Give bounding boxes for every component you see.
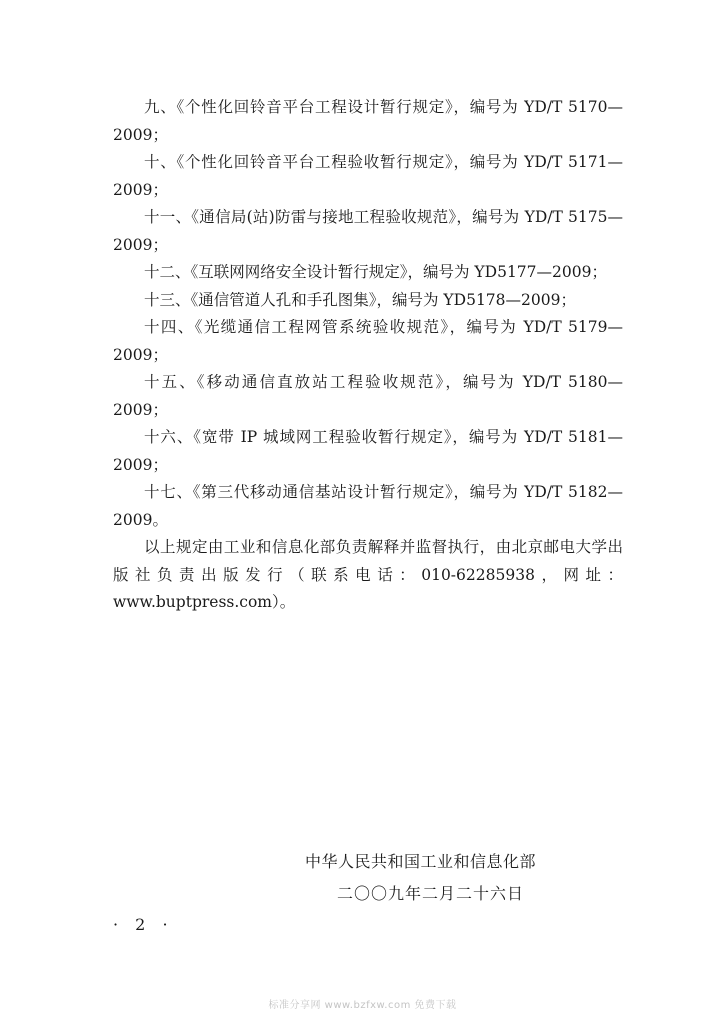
- regulation-item-14: 十四、《光缆通信工程网管系统验收规范》，编号为 YD/T 5179—2009；: [113, 318, 623, 364]
- regulation-item-9: 九、《个性化回铃音平台工程设计暂行规定》，编号为 YD/T 5170—2009；: [113, 98, 623, 144]
- closing-paragraph: 以上规定由工业和信息化部负责解释并监督执行，由北京邮电大学出版社负责出版发行（联系电话：010-62285938，网址：www.buptpress.com）。: [113, 538, 623, 611]
- regulation-item-15: 十五、《移动通信直放站工程验收规范》，编号为 YD/T 5180—2009；: [113, 373, 623, 419]
- signature-block: [305, 846, 605, 910]
- regulation-item-10: 十、《个性化回铃音平台工程验收暂行规定》，编号为 YD/T 5171—2009；: [113, 153, 623, 199]
- page-number: · 2 ·: [113, 915, 174, 934]
- issue-date: 二〇〇九年二月二十六日: [337, 884, 525, 903]
- watermark-text: 标准分享网 www.bzfxw.com 免费下载: [268, 1000, 457, 1011]
- regulation-item-16: 十六、《宽带 IP 城域网工程验收暂行规定》，编号为 YD/T 5181—2009；: [113, 428, 623, 474]
- issuing-organization: 中华人民共和国工业和信息化部: [305, 852, 537, 871]
- regulation-item-12: 十二、《互联网网络安全设计暂行规定》，编号为 YD5177—2009；: [144, 263, 607, 281]
- regulation-item-11: 十一、《通信局(站)防雷与接地工程验收规范》，编号为 YD/T 5175—2009；: [113, 208, 623, 254]
- regulation-item-13: 十三、《通信管道人孔和手孔图集》，编号为 YD5178—2009；: [144, 290, 576, 309]
- regulation-item-17: 十七、《第三代移动通信基站设计暂行规定》，编号为 YD/T 5182—2009。: [113, 483, 623, 529]
- regulation-list: [113, 94, 623, 617]
